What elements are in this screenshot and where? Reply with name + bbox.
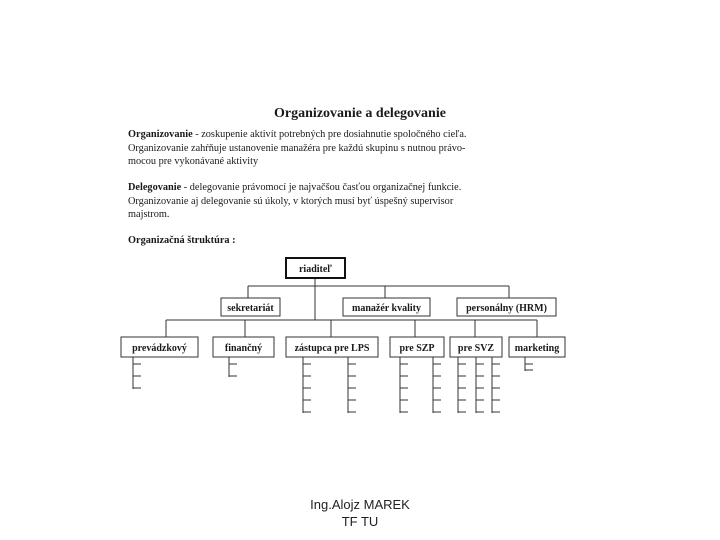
org-node-label: pre SZP [399,343,435,354]
org-node-zastupca-lps [286,337,378,357]
document-title: Organizovanie a delegovanie [274,106,446,121]
org-node-label: marketing [514,343,560,354]
struktura-label: Organizačná štruktúra : [128,235,236,246]
org-node-manazer-kvality [343,298,430,316]
org-node-label: riaditeľ [298,264,333,275]
organizovanie-line-2: Organizovanie zahŕňuje ustanovenie manažéra pre každú skupinu s nutnou právo- [128,142,466,154]
org-node-marketing [509,337,565,357]
org-node-prevadzkovy [121,337,198,357]
delegovanie-term: Delegovanie [128,182,182,193]
org-node-financny [213,337,274,357]
delegovanie-line-1: - delegovanie právomocí je najvačšou časťou organizačnej funkcie. [181,182,462,193]
org-node-label: personálny (HRM) [466,303,547,314]
footer-institution: TF TU [341,514,379,529]
organizovanie-line-3: mocou pre vykonávané aktivity [128,156,259,167]
footer-author: Ing.Alojz MAREK [310,497,410,512]
org-node-riaditel [286,258,345,278]
org-node-pre-szp [390,337,444,357]
org-node-personalny [457,298,556,316]
organizovanie-line-1: - zoskupenie aktivít potrebných pre dosiahnutie spoločného cieľa. [192,129,467,140]
org-node-label: finančný [224,343,263,354]
org-node-label: manažér kvality [352,303,421,314]
delegovanie-line-2: Organizovanie aj delegovanie sú úkoly, v ktorých musí byť úspešný supervisor [128,195,454,207]
org-node-label: zástupca pre LPS [294,343,370,354]
org-node-label: pre SVZ [457,343,495,354]
org-node-label: sekretariát [227,303,274,314]
footer [0,496,720,530]
organizovanie-term: Organizovanie [128,129,193,140]
org-node-label: prevádzkový [132,343,187,354]
org-node-pre-svz [450,337,502,357]
org-node-sekretariat [221,298,280,316]
delegovanie-line-3: majstrom. [128,209,170,220]
